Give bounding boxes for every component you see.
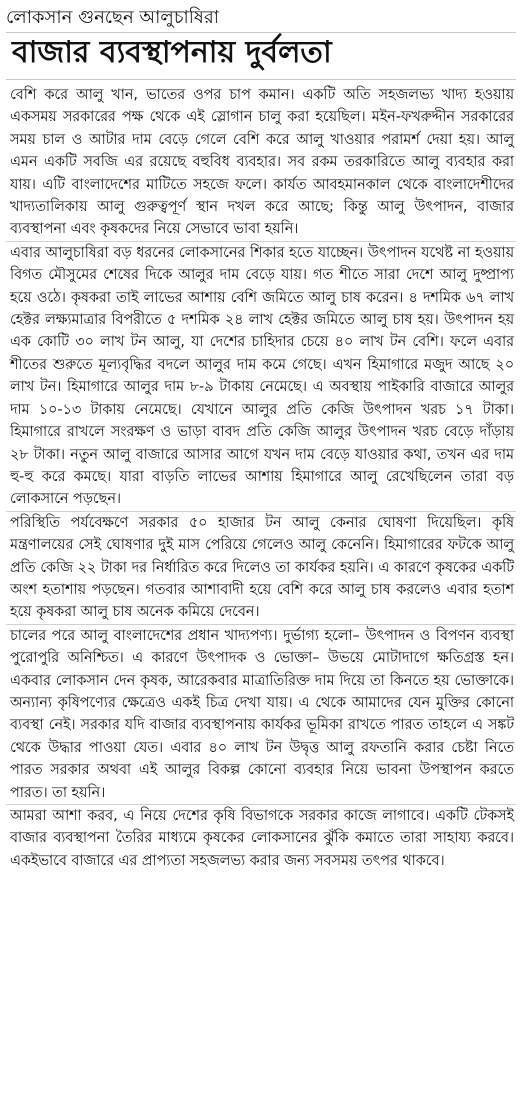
kicker-line: লোকসান গুনছেন আলুচাষিরা (6, 6, 516, 33)
paragraph-1: বেশি করে আলু খান, ভাতের ওপর চাপ কমান। একটি অতি সহজলভ্য খাদ্য হওয়ায় একসময় সরকারের পক্ষ থেকে এই স্লোগান চালু করা হয়েছিল। মইন-ফখরুদ্দীন সরকারের সময় চাল ও আটার দাম বেড়ে গেলে বেশি করে আলু খাওয়ার পরামর্শ দেয়া হয়। আলু এমন একটি সবজি এর রয়েছে বহুবিধ ব্যবহার। সব রকম তরকারিতে আলু ব্যবহার করা যায়। এটি বাংলাদেশের মাটিতে সহজে ফলে। কার্যত আবহমানকাল থেকে বাংলাদেশীদের খাদ্যতালিকায় আলু গুরুত্বপূর্ণ স্থান দখল করে আছে; কিন্তু আলু উৎপাদন, বাজার ব্যবস্থাপনা এবং কৃষকদের নিয়ে সেভাবে ভাবা হয়নি। (10, 87, 514, 238)
paragraph-5: আমরা আশা করব, এ নিয়ে দেশের কৃষি বিভাগকে সরকার কাজে লাগাবে। একটি টেকসই বাজার ব্যবস্থাপনা তৈরির মাধ্যমে কৃষকের লোকসানের ঝুঁকি কমাতে তারা সাহায্য করবে। একইভাবে বাজারে এর প্রাপ্যতা সহজলভ্য করার জন্য সবসময় তৎপর থাকবে। (6, 804, 516, 872)
paragraph-3: পরিস্থিতি পর্যবেক্ষণে সরকার ৫০ হাজার টন আলু কেনার ঘোষণা দিয়েছিল। কৃষি মন্ত্রণালয়ের সেই ঘোষণার দুই মাস পেরিয়ে গেলেও আলু কেনেনি। হিমাগারের ফটকে আলু প্রতি কেজি ২২ টাকা দর নির্ধারিত করে দিলেও তা কার্যকর হয়নি। এ কারণে কৃষকের একটি অংশ হতাশায় পড়ছেন। গতবার আশাবাদী হয়ে বেশি করে আলু চাষ করলেও এবার হতাশ হয়ে কৃষকরা আলু চাষ অনেক কমিয়ে দেবেন। (6, 511, 516, 624)
paragraph-4: চালের পরে আলু বাংলাদেশের প্রধান খাদ্যপণ্য। দুর্ভাগ্য হলো– উৎপাদন ও বিপণন ব্যবস্থা পুরোপুরি অনিশ্চিত। এ কারণে উৎপাদক ও ভোক্তা– উভয়ে মোটাদাগে ক্ষতিগ্রস্ত হন। একবার লোকসান দেন কৃষক, আরেকবার মাত্রাতিরিক্ত দাম দিয়ে তা কিনতে হয় ভোক্তাকে। অন্যান্য কৃষিপণ্যের ক্ষেত্রেও একই চিত্র দেখা যায়। এ থেকে আমাদের যেন মুক্তির কোনো ব্যবস্থা নেই। সরকার যদি বাজার ব্যবস্থাপনায় কার্যকর ভূমিকা রাখতে পারত তাহলে এ সঙ্কট থেকে উদ্ধার পাওয়া যেত। এবার ৪০ লাখ টন উদ্বৃত্ত আলু রফতানি করার চেষ্টা নিতে পারত সরকার অথবা এই আলুর বিকল্প কোনো ব্যবহার নিয়ে ভাবনা উপস্থাপন করতে পারত। তা হয়নি। (6, 624, 516, 804)
headline: বাজার ব্যবস্থাপনায় দুর্বলতা (6, 33, 516, 80)
article-body (6, 84, 516, 872)
paragraph-2: এবার আলুচাষিরা বড় ধরনের লোকসানের শিকার হতে যাচ্ছেন। উৎপাদন যথেষ্ট না হওয়ায় বিগত মৌসুমের শেষের দিকে আলুর দাম বেড়ে যায়। গত শীতে সারা দেশে আলু দুষ্প্রাপ্য হয়ে ওঠে। কৃষকরা তাই লাভের আশায় বেশি জমিতে আলু চাষ করেন। ৪ দশমিক ৬৭ লাখ হেক্টর লক্ষ্যমাত্রার বিপরীতে ৫ দশমিক ২৪ লাখ হেক্টর জমিতে আলু চাষ হয়। উৎপাদন হয় এক কোটি ৩০ লাখ টন আলু, যা দেশের চাহিদার চেয়ে ৪০ লাখ টন বেশি। ফলে এবার শীতের শুরুতে মূল্যবৃদ্ধির বদলে আলুর দাম কমে গেছে। এখন হিমাগারে মজুদ আছে ২০ লাখ টন। হিমাগারে আলুর দাম ৮-৯ টাকায় নেমেছে। এ অবস্থায় পাইকারি বাজারে আলুর দাম ১০-১৩ টাকায় নেমেছে। যেখানে আলুর প্রতি কেজি উৎপাদন খরচ ১৭ টাকা। হিমাগারে রাখলে সংরক্ষণ ও ভাড়া বাবদ প্রতি কেজি আলুর উৎপাদন খরচ বেড়ে দাঁড়ায় ২৮ টাকা। নতুন আলু বাজারে আসার আগে যখন দাম বেড়ে যাওয়ার কথা, তখন এর দাম হু-হু করে কমছে। যারা বাড়তি লাভের আশায় হিমাগারে আলু রেখেছিলেন তারা বড় লোকসানে পড়ছেন। (6, 241, 516, 511)
